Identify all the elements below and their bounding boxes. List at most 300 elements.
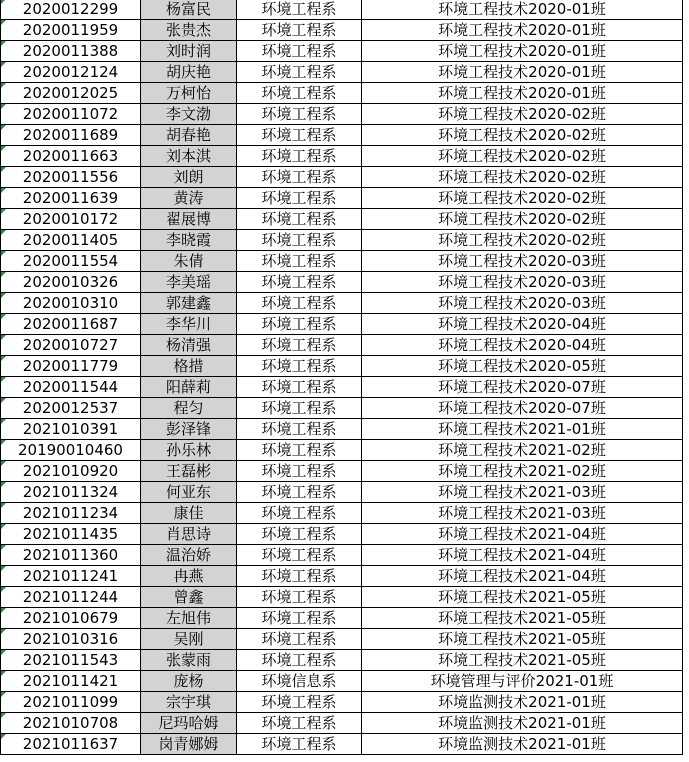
student-name-cell[interactable] bbox=[141, 734, 237, 755]
department-cell-text: 环境工程系 bbox=[261, 105, 337, 123]
class-cell-text: 环境工程技术2020-01班 bbox=[438, 21, 606, 39]
student-id-cell[interactable] bbox=[1, 251, 141, 272]
student-name-cell[interactable] bbox=[141, 146, 237, 167]
green-triangle-icon bbox=[1, 251, 6, 256]
department-cell[interactable] bbox=[237, 671, 362, 692]
class-cell[interactable] bbox=[362, 125, 683, 146]
table-row bbox=[1, 377, 683, 398]
department-cell[interactable] bbox=[237, 251, 362, 272]
student-name-cell[interactable] bbox=[141, 104, 237, 125]
student-name-cell[interactable] bbox=[141, 671, 237, 692]
student-name-cell[interactable] bbox=[141, 692, 237, 713]
department-cell[interactable] bbox=[237, 167, 362, 188]
department-cell-text: 环境工程系 bbox=[261, 210, 337, 228]
green-triangle-icon bbox=[1, 83, 6, 88]
class-cell[interactable] bbox=[362, 482, 683, 503]
student-name-cell[interactable] bbox=[141, 440, 237, 461]
student-id-cell-text: 2021011244 bbox=[22, 588, 119, 606]
department-cell[interactable] bbox=[237, 440, 362, 461]
class-cell-text: 环境工程技术2020-02班 bbox=[438, 126, 606, 144]
class-cell[interactable] bbox=[362, 62, 683, 83]
student-id-cell-text: 2020011779 bbox=[22, 357, 119, 375]
student-id-cell[interactable] bbox=[1, 587, 141, 608]
table-row bbox=[1, 104, 683, 125]
student-id-cell-text: 2020010172 bbox=[22, 210, 119, 228]
student-name-cell[interactable] bbox=[141, 41, 237, 62]
student-id-cell-text: 2020011544 bbox=[22, 378, 119, 396]
student-id-cell[interactable] bbox=[1, 272, 141, 293]
student-id-cell[interactable] bbox=[1, 629, 141, 650]
department-cell[interactable] bbox=[237, 20, 362, 41]
class-cell[interactable] bbox=[362, 41, 683, 62]
student-id-cell-text: 2021011241 bbox=[22, 567, 119, 585]
class-cell[interactable] bbox=[362, 209, 683, 230]
class-cell-text: 环境工程技术2021-05班 bbox=[438, 630, 606, 648]
student-id-cell-text: 20190010460 bbox=[18, 441, 123, 459]
student-id-cell[interactable] bbox=[1, 314, 141, 335]
department-cell-text: 环境工程系 bbox=[261, 147, 337, 165]
table-row bbox=[1, 461, 683, 482]
student-id-cell[interactable] bbox=[1, 734, 141, 755]
department-cell[interactable] bbox=[237, 188, 362, 209]
green-triangle-icon bbox=[1, 524, 6, 529]
student-name-cell-text: 程匀 bbox=[173, 399, 204, 417]
class-cell[interactable] bbox=[362, 251, 683, 272]
department-cell[interactable] bbox=[237, 293, 362, 314]
student-id-cell[interactable] bbox=[1, 230, 141, 251]
department-cell[interactable] bbox=[237, 524, 362, 545]
student-id-cell[interactable] bbox=[1, 83, 141, 104]
green-triangle-icon bbox=[1, 566, 6, 571]
class-cell-text: 环境工程技术2020-03班 bbox=[438, 273, 606, 291]
green-triangle-icon bbox=[1, 482, 6, 487]
green-triangle-icon bbox=[1, 335, 6, 340]
student-name-cell[interactable] bbox=[141, 713, 237, 734]
department-cell-text: 环境工程系 bbox=[261, 441, 337, 459]
class-cell[interactable] bbox=[362, 188, 683, 209]
department-cell-text: 环境工程系 bbox=[261, 399, 337, 417]
student-name-cell[interactable] bbox=[141, 293, 237, 314]
student-name-cell[interactable] bbox=[141, 545, 237, 566]
student-id-cell-text: 2021011324 bbox=[22, 483, 119, 501]
student-id-cell-text: 2020012025 bbox=[22, 84, 119, 102]
class-cell[interactable] bbox=[362, 587, 683, 608]
department-cell[interactable] bbox=[237, 482, 362, 503]
student-name-cell[interactable] bbox=[141, 188, 237, 209]
student-name-cell-text: 左旭伟 bbox=[165, 609, 211, 627]
green-triangle-icon bbox=[1, 440, 6, 445]
class-cell[interactable] bbox=[362, 545, 683, 566]
student-id-cell[interactable] bbox=[1, 293, 141, 314]
department-cell-text: 环境工程系 bbox=[261, 84, 337, 102]
student-id-cell[interactable] bbox=[1, 146, 141, 167]
student-name-cell[interactable] bbox=[141, 503, 237, 524]
student-name-cell-text: 刘朗 bbox=[173, 168, 204, 186]
department-cell[interactable] bbox=[237, 62, 362, 83]
student-name-cell[interactable] bbox=[141, 461, 237, 482]
class-cell-text: 环境工程技术2021-03班 bbox=[438, 483, 606, 501]
green-triangle-icon bbox=[1, 587, 6, 592]
student-name-cell[interactable] bbox=[141, 335, 237, 356]
department-cell[interactable] bbox=[237, 650, 362, 671]
student-id-cell-text: 2021011435 bbox=[22, 525, 119, 543]
class-cell-text: 环境工程技术2020-01班 bbox=[438, 42, 606, 60]
green-triangle-icon bbox=[1, 293, 6, 298]
student-id-cell[interactable] bbox=[1, 377, 141, 398]
student-id-cell-text: 2020011689 bbox=[22, 126, 119, 144]
student-id-cell[interactable] bbox=[1, 188, 141, 209]
class-cell-text: 环境工程技术2021-02班 bbox=[438, 441, 606, 459]
student-id-cell-text: 2021011637 bbox=[22, 735, 119, 753]
student-name-cell[interactable] bbox=[141, 167, 237, 188]
class-cell[interactable] bbox=[362, 440, 683, 461]
class-cell[interactable] bbox=[362, 167, 683, 188]
student-name-cell[interactable] bbox=[141, 356, 237, 377]
student-id-cell[interactable] bbox=[1, 335, 141, 356]
department-cell[interactable] bbox=[237, 461, 362, 482]
student-name-cell[interactable] bbox=[141, 62, 237, 83]
green-triangle-icon bbox=[1, 188, 6, 193]
department-cell[interactable] bbox=[237, 356, 362, 377]
green-triangle-icon bbox=[1, 545, 6, 550]
student-name-cell-text: 杨清强 bbox=[165, 336, 211, 354]
department-cell[interactable] bbox=[237, 41, 362, 62]
department-cell[interactable] bbox=[237, 83, 362, 104]
green-triangle-icon bbox=[1, 20, 6, 25]
student-id-cell-text: 2020011554 bbox=[22, 252, 119, 270]
department-cell-text: 环境工程系 bbox=[261, 126, 337, 144]
student-id-cell[interactable] bbox=[1, 0, 141, 20]
student-name-cell[interactable] bbox=[141, 482, 237, 503]
student-id-cell[interactable] bbox=[1, 545, 141, 566]
department-cell-text: 环境工程系 bbox=[261, 462, 337, 480]
department-cell[interactable] bbox=[237, 335, 362, 356]
class-cell[interactable] bbox=[362, 83, 683, 104]
table-row bbox=[1, 440, 683, 461]
class-cell-text: 环境工程技术2021-01班 bbox=[438, 420, 606, 438]
student-name-cell[interactable] bbox=[141, 272, 237, 293]
student-id-cell[interactable] bbox=[1, 104, 141, 125]
department-cell-text: 环境工程系 bbox=[261, 546, 337, 564]
green-triangle-icon bbox=[1, 377, 6, 382]
class-cell[interactable] bbox=[362, 314, 683, 335]
class-cell-text: 环境工程技术2020-02班 bbox=[438, 105, 606, 123]
green-triangle-icon bbox=[1, 419, 6, 424]
table-row bbox=[1, 566, 683, 587]
class-cell-text: 环境工程技术2020-04班 bbox=[438, 336, 606, 354]
student-id-cell[interactable] bbox=[1, 671, 141, 692]
department-cell[interactable] bbox=[237, 734, 362, 755]
student-id-cell[interactable] bbox=[1, 650, 141, 671]
student-name-cell-text: 何亚东 bbox=[165, 483, 211, 501]
student-id-cell-text: 2021011543 bbox=[22, 651, 119, 669]
class-cell[interactable] bbox=[362, 419, 683, 440]
student-id-cell-text: 2020011959 bbox=[22, 21, 119, 39]
student-name-cell-text: 康佳 bbox=[173, 504, 204, 522]
student-name-cell[interactable] bbox=[141, 251, 237, 272]
student-name-cell[interactable] bbox=[141, 377, 237, 398]
department-cell-text: 环境工程系 bbox=[261, 504, 337, 522]
table-row bbox=[1, 356, 683, 377]
department-cell[interactable] bbox=[237, 314, 362, 335]
department-cell-text: 环境工程系 bbox=[261, 189, 337, 207]
student-id-cell-text: 2021011234 bbox=[22, 504, 119, 522]
department-cell-text: 环境信息系 bbox=[261, 672, 337, 690]
table-row bbox=[1, 650, 683, 671]
student-name-cell-text: 格措 bbox=[173, 357, 204, 375]
student-name-cell-text: 翟展博 bbox=[165, 210, 211, 228]
department-cell[interactable] bbox=[237, 629, 362, 650]
department-cell-text: 环境工程系 bbox=[261, 231, 337, 249]
department-cell[interactable] bbox=[237, 104, 362, 125]
student-id-cell-text: 2021010920 bbox=[22, 462, 119, 480]
class-cell[interactable] bbox=[362, 335, 683, 356]
green-triangle-icon bbox=[1, 398, 6, 403]
student-name-cell-text: 刘时润 bbox=[165, 42, 211, 60]
department-cell[interactable] bbox=[237, 209, 362, 230]
department-cell[interactable] bbox=[237, 398, 362, 419]
department-cell[interactable] bbox=[237, 713, 362, 734]
class-cell[interactable] bbox=[362, 146, 683, 167]
green-triangle-icon bbox=[1, 713, 6, 718]
student-name-cell[interactable] bbox=[141, 209, 237, 230]
student-id-cell-text: 2020010727 bbox=[22, 336, 119, 354]
department-cell-text: 环境工程系 bbox=[261, 714, 337, 732]
student-id-cell[interactable] bbox=[1, 125, 141, 146]
table-row bbox=[1, 230, 683, 251]
table-row bbox=[1, 587, 683, 608]
department-cell-text: 环境工程系 bbox=[261, 0, 337, 18]
student-name-cell-text: 温治娇 bbox=[165, 546, 211, 564]
class-cell[interactable] bbox=[362, 0, 683, 20]
student-name-cell-text: 胡春艳 bbox=[165, 126, 211, 144]
student-id-cell[interactable] bbox=[1, 482, 141, 503]
class-cell-text: 环境工程技术2020-01班 bbox=[438, 84, 606, 102]
department-cell-text: 环境工程系 bbox=[261, 483, 337, 501]
class-cell[interactable] bbox=[362, 398, 683, 419]
table-row bbox=[1, 629, 683, 650]
department-cell-text: 环境工程系 bbox=[261, 273, 337, 291]
department-cell-text: 环境工程系 bbox=[261, 588, 337, 606]
department-cell-text: 环境工程系 bbox=[261, 294, 337, 312]
department-cell-text: 环境工程系 bbox=[261, 168, 337, 186]
table-row bbox=[1, 62, 683, 83]
student-id-cell-text: 2021011421 bbox=[22, 672, 119, 690]
student-id-cell[interactable] bbox=[1, 566, 141, 587]
table-row bbox=[1, 41, 683, 62]
student-id-cell[interactable] bbox=[1, 20, 141, 41]
table-row bbox=[1, 608, 683, 629]
student-id-cell[interactable] bbox=[1, 608, 141, 629]
department-cell[interactable] bbox=[237, 377, 362, 398]
department-cell[interactable] bbox=[237, 272, 362, 293]
department-cell-text: 环境工程系 bbox=[261, 735, 337, 753]
class-cell-text: 环境工程技术2020-02班 bbox=[438, 210, 606, 228]
class-cell[interactable] bbox=[362, 503, 683, 524]
student-name-cell-text: 李美瑶 bbox=[165, 273, 211, 291]
department-cell-text: 环境工程系 bbox=[261, 42, 337, 60]
class-cell-text: 环境工程技术2021-04班 bbox=[438, 567, 606, 585]
student-name-cell-text: 朱倩 bbox=[173, 252, 204, 270]
class-cell-text: 环境工程技术2020-01班 bbox=[438, 63, 606, 81]
student-id-cell[interactable] bbox=[1, 356, 141, 377]
green-triangle-icon bbox=[1, 209, 6, 214]
student-id-cell[interactable] bbox=[1, 440, 141, 461]
class-cell-text: 环境工程技术2020-02班 bbox=[438, 231, 606, 249]
class-cell-text: 环境工程技术2020-07班 bbox=[438, 378, 606, 396]
class-cell-text: 环境工程技术2021-04班 bbox=[438, 525, 606, 543]
student-id-cell-text: 2020010326 bbox=[22, 273, 119, 291]
department-cell[interactable] bbox=[237, 566, 362, 587]
student-id-cell[interactable] bbox=[1, 713, 141, 734]
department-cell-text: 环境工程系 bbox=[261, 567, 337, 585]
class-cell[interactable] bbox=[362, 608, 683, 629]
student-name-cell[interactable] bbox=[141, 0, 237, 20]
table-row bbox=[1, 524, 683, 545]
class-cell[interactable] bbox=[362, 104, 683, 125]
class-cell[interactable] bbox=[362, 524, 683, 545]
department-cell[interactable] bbox=[237, 608, 362, 629]
student-name-cell[interactable] bbox=[141, 587, 237, 608]
student-name-cell-text: 万柯怡 bbox=[165, 84, 211, 102]
student-id-cell-text: 2021011099 bbox=[22, 693, 119, 711]
student-name-cell[interactable] bbox=[141, 398, 237, 419]
student-name-cell[interactable] bbox=[141, 314, 237, 335]
class-cell[interactable] bbox=[362, 356, 683, 377]
student-id-cell[interactable] bbox=[1, 461, 141, 482]
student-name-cell[interactable] bbox=[141, 566, 237, 587]
table-row bbox=[1, 0, 683, 20]
student-id-cell[interactable] bbox=[1, 419, 141, 440]
table-row bbox=[1, 692, 683, 713]
student-id-cell-text: 2021010708 bbox=[22, 714, 119, 732]
green-triangle-icon bbox=[1, 0, 6, 4]
class-cell[interactable] bbox=[362, 272, 683, 293]
class-cell[interactable] bbox=[362, 650, 683, 671]
student-name-cell[interactable] bbox=[141, 524, 237, 545]
green-triangle-icon bbox=[1, 125, 6, 130]
student-name-cell-text: 李晓霞 bbox=[165, 231, 211, 249]
student-id-cell-text: 2021010316 bbox=[22, 630, 119, 648]
class-cell-text: 环境工程技术2021-04班 bbox=[438, 546, 606, 564]
student-name-cell-text: 张蒙雨 bbox=[165, 651, 211, 669]
department-cell[interactable] bbox=[237, 692, 362, 713]
class-cell[interactable] bbox=[362, 293, 683, 314]
department-cell[interactable] bbox=[237, 0, 362, 20]
student-name-cell-text: 黄涛 bbox=[173, 189, 204, 207]
department-cell[interactable] bbox=[237, 503, 362, 524]
student-id-cell-text: 2020011405 bbox=[22, 231, 119, 249]
class-cell[interactable] bbox=[362, 629, 683, 650]
student-id-cell[interactable] bbox=[1, 209, 141, 230]
green-triangle-icon bbox=[1, 629, 6, 634]
student-name-cell-text: 吴刚 bbox=[173, 630, 204, 648]
student-name-cell[interactable] bbox=[141, 125, 237, 146]
green-triangle-icon bbox=[1, 734, 6, 739]
student-id-cell-text: 2020011663 bbox=[22, 147, 119, 165]
student-name-cell-text: 李文渤 bbox=[165, 105, 211, 123]
class-cell-text: 环境工程技术2020-02班 bbox=[438, 189, 606, 207]
table-row bbox=[1, 209, 683, 230]
class-cell[interactable] bbox=[362, 692, 683, 713]
department-cell-text: 环境工程系 bbox=[261, 63, 337, 81]
student-id-cell[interactable] bbox=[1, 62, 141, 83]
green-triangle-icon bbox=[1, 104, 6, 109]
department-cell[interactable] bbox=[237, 230, 362, 251]
table-row bbox=[1, 713, 683, 734]
department-cell[interactable] bbox=[237, 419, 362, 440]
green-triangle-icon bbox=[1, 146, 6, 151]
table-row bbox=[1, 188, 683, 209]
student-id-cell-text: 2020011639 bbox=[22, 189, 119, 207]
class-cell-text: 环境工程技术2020-01班 bbox=[438, 0, 606, 18]
department-cell[interactable] bbox=[237, 146, 362, 167]
student-id-cell-text: 2020011687 bbox=[22, 315, 119, 333]
class-cell[interactable] bbox=[362, 671, 683, 692]
student-id-cell-text: 2020012124 bbox=[22, 63, 119, 81]
department-cell-text: 环境工程系 bbox=[261, 315, 337, 333]
department-cell[interactable] bbox=[237, 545, 362, 566]
student-id-cell[interactable] bbox=[1, 692, 141, 713]
student-name-cell[interactable] bbox=[141, 20, 237, 41]
class-cell[interactable] bbox=[362, 230, 683, 251]
student-name-cell[interactable] bbox=[141, 230, 237, 251]
class-cell-text: 环境工程技术2021-03班 bbox=[438, 504, 606, 522]
student-name-cell-text: 王磊彬 bbox=[165, 462, 211, 480]
student-name-cell-text: 冉燕 bbox=[173, 567, 204, 585]
student-id-cell-text: 2021011360 bbox=[22, 546, 119, 564]
class-cell[interactable] bbox=[362, 713, 683, 734]
student-name-cell[interactable] bbox=[141, 419, 237, 440]
student-name-cell-text: 孙乐林 bbox=[165, 441, 211, 459]
class-cell[interactable] bbox=[362, 461, 683, 482]
student-name-cell[interactable] bbox=[141, 650, 237, 671]
student-id-cell[interactable] bbox=[1, 167, 141, 188]
student-name-cell-text: 庞杨 bbox=[173, 672, 204, 690]
student-name-cell-text: 胡庆艳 bbox=[165, 63, 211, 81]
student-id-cell[interactable] bbox=[1, 398, 141, 419]
green-triangle-icon bbox=[1, 692, 6, 697]
table-row bbox=[1, 398, 683, 419]
student-name-cell-text: 肖思诗 bbox=[165, 525, 211, 543]
class-cell[interactable] bbox=[362, 20, 683, 41]
student-id-cell-text: 2020012537 bbox=[22, 399, 119, 417]
class-cell[interactable] bbox=[362, 734, 683, 755]
student-name-cell-text: 郭建鑫 bbox=[165, 294, 211, 312]
department-cell[interactable] bbox=[237, 587, 362, 608]
table-row bbox=[1, 545, 683, 566]
green-triangle-icon bbox=[1, 272, 6, 277]
class-cell-text: 环境工程技术2021-05班 bbox=[438, 651, 606, 669]
class-cell[interactable] bbox=[362, 566, 683, 587]
class-cell-text: 环境工程技术2020-04班 bbox=[438, 315, 606, 333]
green-triangle-icon bbox=[1, 167, 6, 172]
green-triangle-icon bbox=[1, 503, 6, 508]
department-cell[interactable] bbox=[237, 125, 362, 146]
student-name-cell[interactable] bbox=[141, 608, 237, 629]
department-cell-text: 环境工程系 bbox=[261, 651, 337, 669]
green-triangle-icon bbox=[1, 671, 6, 676]
student-id-cell[interactable] bbox=[1, 41, 141, 62]
student-name-cell[interactable] bbox=[141, 629, 237, 650]
student-id-cell[interactable] bbox=[1, 524, 141, 545]
green-triangle-icon bbox=[1, 230, 6, 235]
student-name-cell[interactable] bbox=[141, 83, 237, 104]
student-id-cell[interactable] bbox=[1, 503, 141, 524]
green-triangle-icon bbox=[1, 461, 6, 466]
class-cell[interactable] bbox=[362, 377, 683, 398]
department-cell-text: 环境工程系 bbox=[261, 420, 337, 438]
